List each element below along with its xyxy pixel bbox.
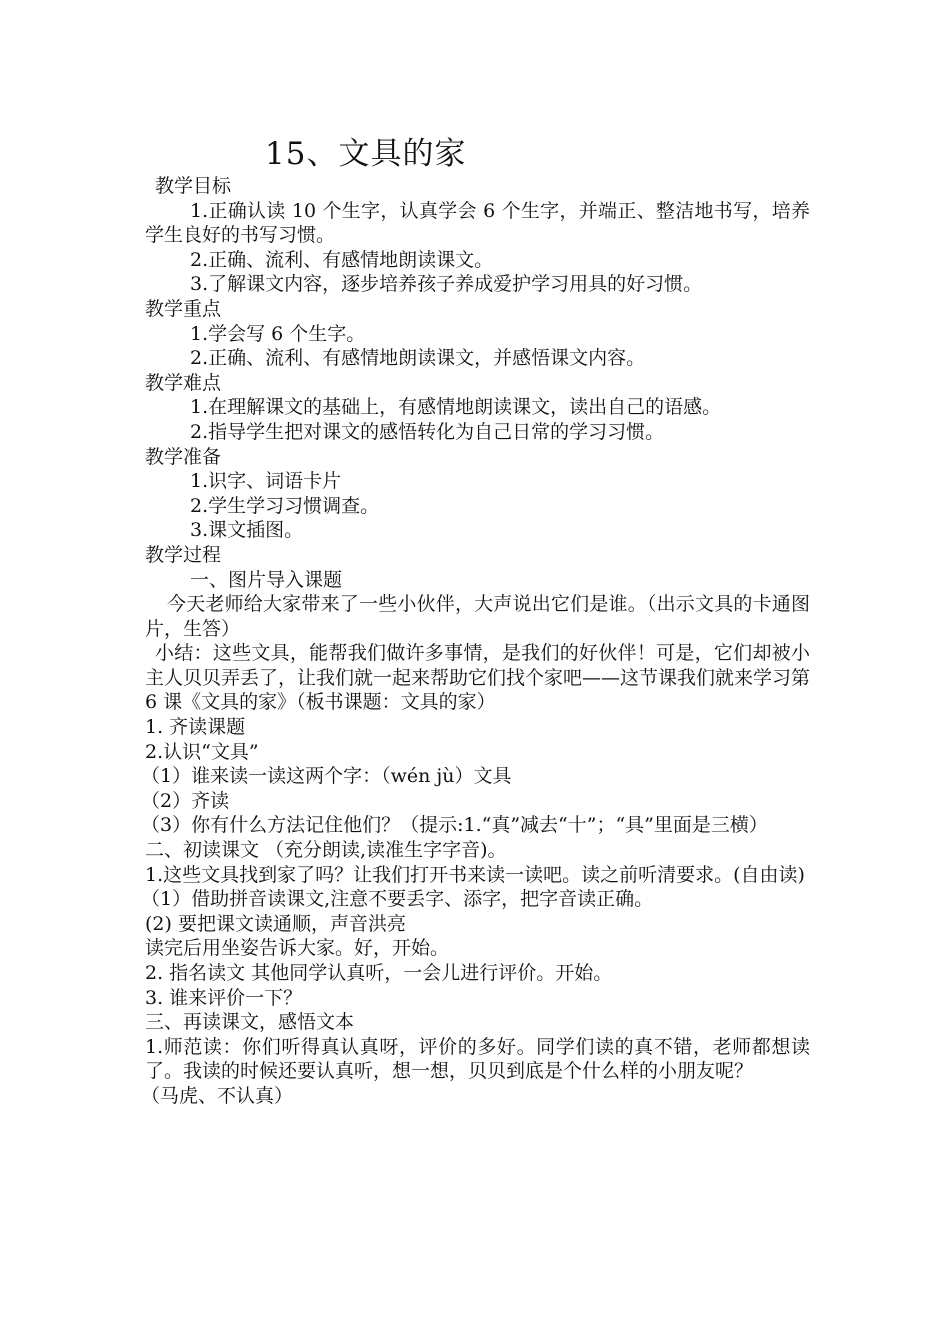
paragraph: （1）借助拼音读课文,注意不要丢字、添字，把字音读正确。 [141, 888, 654, 911]
paragraph: 教学难点 [145, 371, 222, 394]
paragraph: 1.这些文具找到家了吗？让我们打开书来读一读吧。读之前听清要求。(自由读) [145, 863, 805, 886]
paragraph: 3.了解课文内容，逐步培养孩子养成爱护学习用具的好习惯。 [190, 273, 703, 296]
paragraph: 1.在理解课文的基础上，有感情地朗读课文，读出自己的语感。 [190, 396, 722, 419]
paragraph: 1.师范读：你们听得真认真呀，评价的多好。同学们读的真不错，老师都想读了。我读的时候还要认真听，想一想，贝贝到底是个什么样的小朋友呢？ [145, 1035, 810, 1083]
paragraph: (2) 要把课文读通顺，声音洪亮 [145, 912, 406, 935]
paragraph: 今天老师给大家带来了一些小伙伴，大声说出它们是谁。（出示文具的卡通图片，生答） [145, 593, 810, 640]
paragraph: 2.认识“文具” [145, 740, 259, 763]
paragraph: 二、初读课文 （充分朗读,读准生字字音)。 [145, 839, 507, 862]
paragraph: 1.学会写 6 个生字。 [190, 322, 366, 345]
paragraph: （2）齐读 [141, 789, 230, 812]
paragraph: 教学过程 [145, 543, 222, 566]
paragraph: （马虎、不认真） [141, 1084, 294, 1107]
paragraph: 2. 指名读文 其他同学认真听，一会儿进行评价。开始。 [145, 962, 613, 984]
paragraph: 2.正确、流利、有感情地朗读课文。 [190, 248, 494, 271]
paragraph: 读完后用坐姿告诉大家。好，开始。 [145, 937, 450, 960]
paragraph: 3.课文插图。 [190, 519, 304, 542]
page-title: 15、文具的家 [265, 136, 467, 172]
paragraph: 教学重点 [145, 297, 222, 320]
paragraph: （1）谁来读一读这两个字：（wén jù）文具 [141, 765, 512, 788]
paragraph: （3）你有什么方法记住他们？（提示:1.“真”减去“十”；“具”里面是三横） [141, 814, 768, 837]
paragraph: 1. 齐读课题 [145, 716, 246, 739]
document-body [141, 174, 811, 1109]
paragraph: 3. 谁来评价一下？ [145, 986, 303, 1009]
paragraph: 2.学生学习习惯调查。 [190, 494, 380, 517]
paragraph: 一、图片导入课题 [190, 568, 343, 591]
paragraph: 教学准备 [145, 445, 222, 468]
paragraph: 2.正确、流利、有感情地朗读课文，并感悟课文内容。 [190, 347, 646, 370]
paragraph: 教学目标 [155, 175, 232, 197]
paragraph: 小结：这些文具，能帮我们做许多事情，是我们的好伙伴！可是，它们却被小主人贝贝弄丢了，让我们就一起来帮助它们找个家吧——这节课我们就来学习第 6 课《文具的家》（板书课题：文具的家） [145, 642, 811, 714]
paragraph: 1.识字、词语卡片 [190, 470, 342, 493]
paragraph: 三、再读课文，感悟文本 [145, 1011, 355, 1034]
paragraph: 1.正确认读 10 个生字，认真学会 6 个生字，并端正、整洁地书写，培养学生良好的书写习惯。 [145, 199, 810, 247]
paragraph: 2.指导学生把对课文的感悟转化为自己日常的学习习惯。 [190, 420, 665, 443]
